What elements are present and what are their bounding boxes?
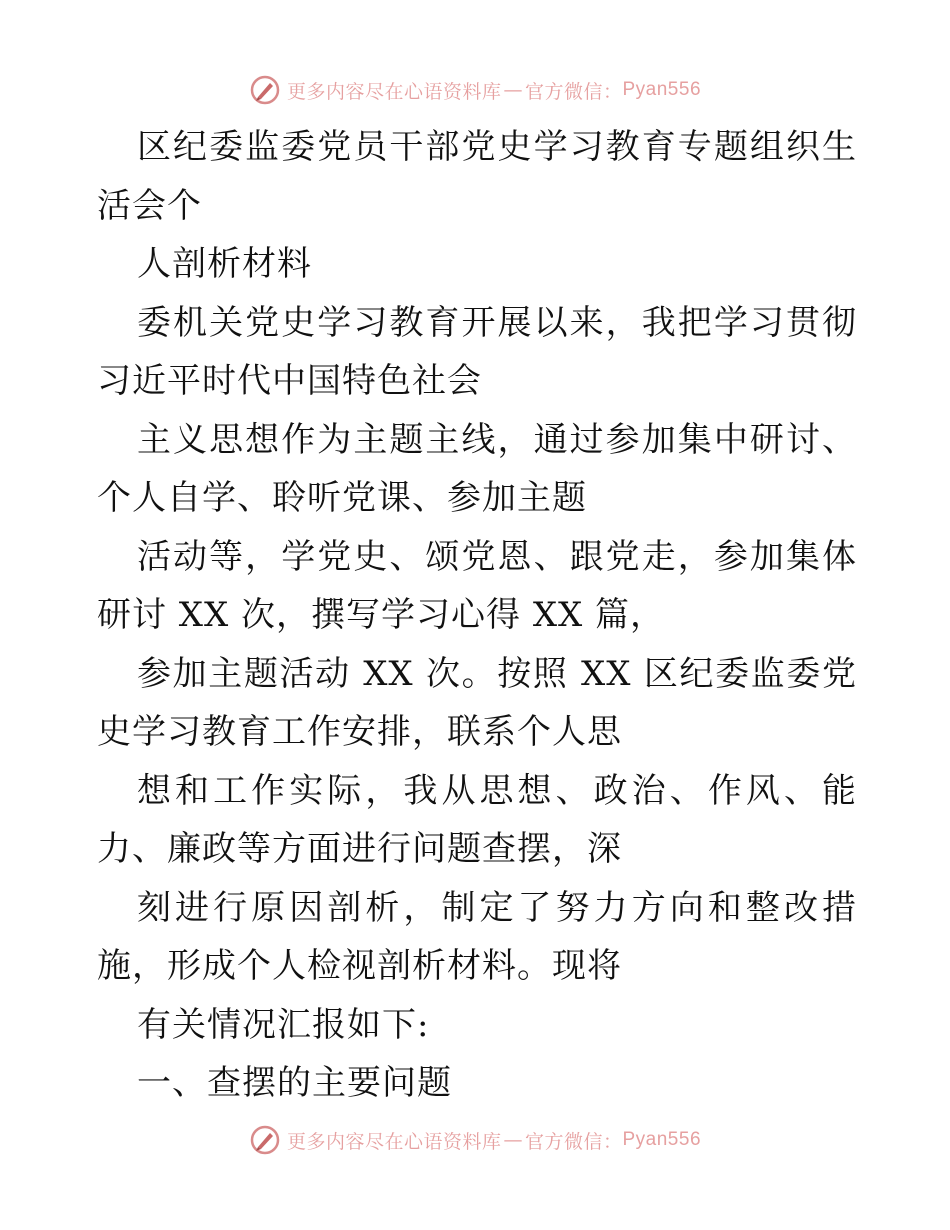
paragraph: 活动等，学党史、颂党恩、跟党走，参加集体研讨 XX 次，撰写学习心得 XX 篇， bbox=[97, 536, 857, 635]
watermark-title: 更多内容尽在心语资料库 bbox=[286, 1130, 502, 1153]
watermark-wechat-id: Pyan556 bbox=[622, 79, 702, 100]
pen-logo-icon bbox=[249, 1124, 281, 1156]
pen-logo-icon bbox=[249, 74, 281, 106]
watermark-separator: — bbox=[503, 1129, 523, 1151]
paragraph: 想和工作实际，我从思想、政治、作风、能力、廉政等方面进行问题查摆，深 bbox=[97, 770, 857, 869]
watermark-footer bbox=[0, 1120, 950, 1160]
paragraph: 主义思想作为主题主线，通过参加集中研讨、个人自学、聆听党课、参加主题 bbox=[97, 419, 857, 518]
paragraph: 委机关党史学习教育开展以来，我把学习贯彻习近平时代中国特色社会 bbox=[97, 302, 857, 401]
paragraph: 有关情况汇报如下: bbox=[137, 1004, 430, 1045]
paragraph: 人剖析材料 bbox=[137, 244, 312, 284]
watermark-wechat-label: 官方微信： bbox=[524, 80, 623, 103]
watermark-separator: — bbox=[503, 79, 523, 101]
watermark-header bbox=[0, 70, 950, 110]
watermark-wechat-label: 官方微信： bbox=[524, 1130, 623, 1153]
paragraph: 刻进行原因剖析，制定了努力方向和整改措施，形成个人检视剖析材料。现将 bbox=[97, 887, 857, 986]
paragraph: 参加主题活动 XX 次。按照 XX 区纪委监委党史学习教育工作安排，联系个人思 bbox=[97, 653, 857, 752]
section-heading: 一、查摆的主要问题 bbox=[137, 1063, 452, 1103]
watermark-title: 更多内容尽在心语资料库 bbox=[286, 80, 502, 103]
paragraph: 区纪委监委党员干部党史学习教育专题组织生活会个 bbox=[97, 127, 857, 226]
document-body bbox=[97, 118, 857, 1113]
watermark-wechat-id: Pyan556 bbox=[622, 1129, 702, 1150]
